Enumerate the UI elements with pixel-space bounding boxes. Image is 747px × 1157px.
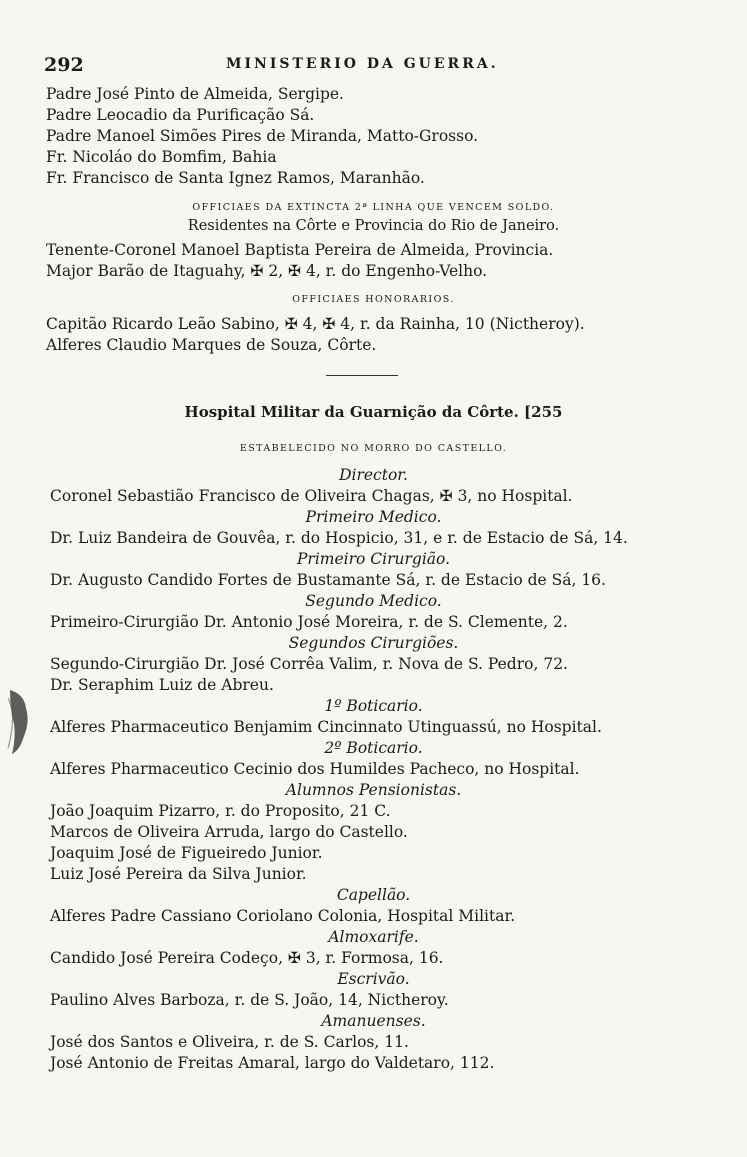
- page-number: 292: [44, 54, 84, 76]
- role-heading: Segundo Medico.: [305, 592, 442, 610]
- role-heading: Primeiro Medico.: [305, 508, 442, 526]
- staff-entry: Luiz José Pereira da Silva Junior.: [50, 865, 307, 883]
- list-item: Tenente-Coronel Manoel Baptista Pereira de Almeida, Provincia.: [46, 241, 554, 259]
- role-heading: Almoxarife.: [328, 928, 419, 946]
- list-item: Padre José Pinto de Almeida, Sergipe.: [46, 85, 344, 103]
- section-heading: OFFICIAES HONORARIOS.: [292, 294, 455, 305]
- staff-entry: Dr. Luiz Bandeira de Gouvêa, r. do Hospicio, 31, e r. de Estacio de Sá, 14.: [50, 529, 628, 547]
- role-heading: Alumnos Pensionistas.: [285, 781, 462, 799]
- staff-entry: José dos Santos e Oliveira, r. de S. Carlos, 11.: [50, 1033, 409, 1051]
- staff-entry: Paulino Alves Barboza, r. de S. João, 14, Nictheroy.: [50, 991, 449, 1009]
- role-heading: Director.: [339, 466, 408, 484]
- staff-entry: Primeiro-Cirurgião Dr. Antonio José Moreira, r. de S. Clemente, 2.: [50, 613, 568, 631]
- list-item: Padre Manoel Simões Pires de Miranda, Matto-Grosso.: [46, 127, 479, 145]
- role-heading: Segundos Cirurgiões.: [288, 634, 459, 652]
- role-heading: Amanuenses.: [321, 1012, 426, 1030]
- staff-entry: Dr. Augusto Candido Fortes de Bustamante Sá, r. de Estacio de Sá, 16.: [50, 571, 606, 589]
- list-item: Capitão Ricardo Leão Sabino, ✠ 4, ✠ 4, r. da Rainha, 10 (Nictheroy).: [46, 315, 585, 333]
- staff-entry: Dr. Seraphim Luiz de Abreu.: [50, 676, 274, 694]
- list-item: Alferes Claudio Marques de Souza, Côrte.: [46, 336, 377, 354]
- running-title: MINISTERIO DA GUERRA.: [226, 56, 499, 72]
- list-item: Fr. Nicoláo do Bomfim, Bahia: [46, 148, 277, 166]
- list-item: Padre Leocadio da Purificação Sá.: [46, 106, 315, 124]
- list-item: Major Barão de Itaguahy, ✠ 2, ✠ 4, r. do Engenho-Velho.: [46, 262, 488, 280]
- section-divider: [326, 375, 398, 376]
- staff-entry: João Joaquim Pizarro, r. do Proposito, 21 C.: [50, 802, 391, 820]
- staff-entry: Segundo-Cirurgião Dr. José Corrêa Valim, r. Nova de S. Pedro, 72.: [50, 655, 568, 673]
- staff-entry: Alferes Pharmaceutico Cecinio dos Humildes Pacheco, no Hospital.: [50, 760, 580, 778]
- staff-entry: Marcos de Oliveira Arruda, largo do Castello.: [50, 823, 408, 841]
- staff-entry: Coronel Sebastião Francisco de Oliveira Chagas, ✠ 3, no Hospital.: [50, 487, 573, 505]
- staff-entry: Alferes Pharmaceutico Benjamim Cincinnato Utinguassú, no Hospital.: [50, 718, 602, 736]
- section-subheading: Residentes na Côrte e Provincia do Rio de Janeiro.: [187, 218, 560, 234]
- role-heading: Primeiro Cirurgião.: [296, 550, 451, 568]
- margin-stain: [6, 688, 32, 756]
- hospital-subtitle: ESTABELECIDO NO MORRO DO CASTELLO.: [239, 443, 508, 454]
- hospital-title: Hospital Militar da Guarnição da Côrte. [255: [184, 403, 563, 421]
- section-heading: OFFICIAES DA EXTINCTA 2ª LINHA QUE VENCEM SOLDO.: [192, 202, 555, 213]
- role-heading: Escrivão.: [337, 970, 410, 988]
- staff-entry: Alferes Padre Cassiano Coriolano Colonia, Hospital Militar.: [50, 907, 516, 925]
- staff-entry: Joaquim José de Figueiredo Junior.: [50, 844, 323, 862]
- role-heading: Capellão.: [336, 886, 411, 904]
- role-heading: 1º Boticario.: [324, 697, 423, 715]
- staff-entry: José Antonio de Freitas Amaral, largo do Valdetaro, 112.: [50, 1054, 495, 1072]
- list-item: Fr. Francisco de Santa Ignez Ramos, Maranhão.: [46, 169, 425, 187]
- role-heading: 2º Boticario.: [324, 739, 423, 757]
- staff-entry: Candido José Pereira Codeço, ✠ 3, r. Formosa, 16.: [50, 949, 444, 967]
